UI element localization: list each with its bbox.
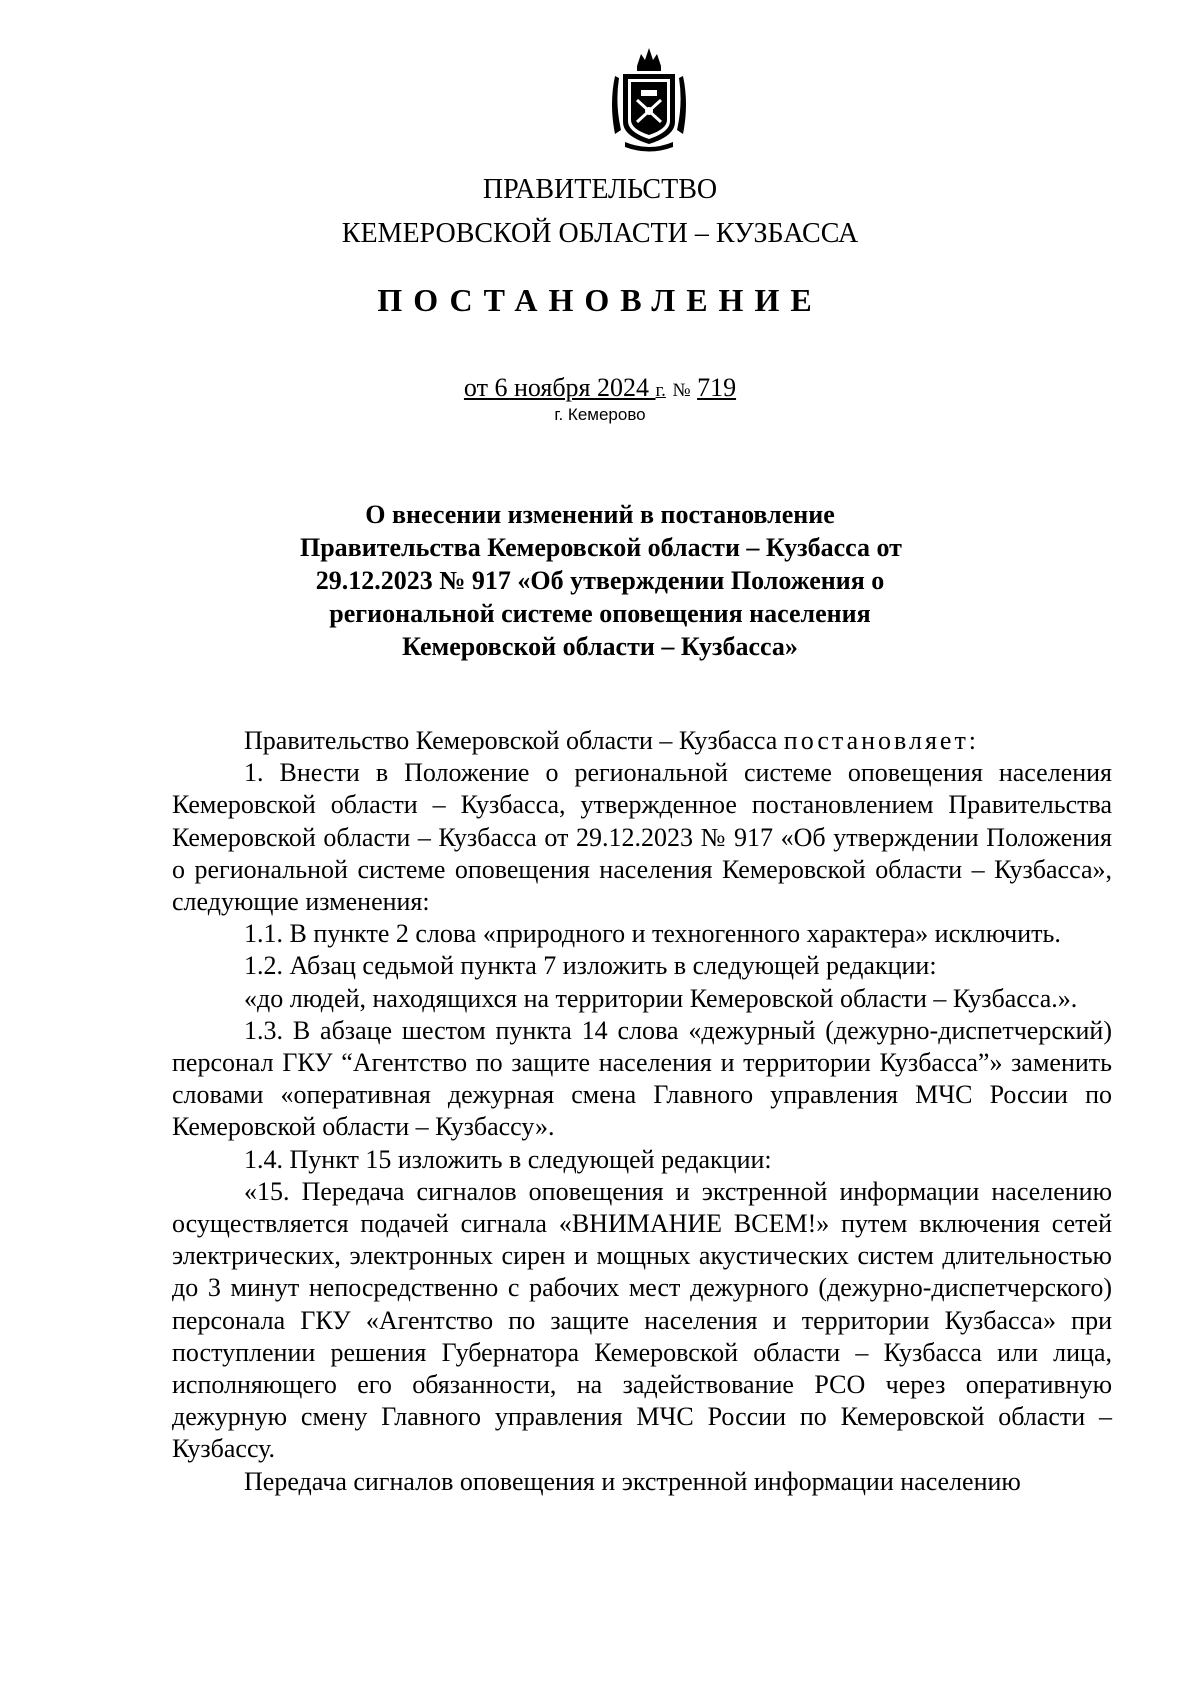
date-value: 6 ноября 2024 xyxy=(494,373,650,402)
title-line: О внесении изменений в постановление xyxy=(365,500,835,529)
number-sign: № xyxy=(672,380,691,401)
intro-text: Правительство Кемеровской области – Кузбасса xyxy=(244,726,778,755)
organization-name-line2: КЕМЕРОВСКОЙ ОБЛАСТИ – КУЗБАССА xyxy=(341,218,859,249)
title-line: Кемеровской области – Кузбасса» xyxy=(402,632,798,661)
body-paragraph: 1.2. Абзац седьмой пункта 7 изложить в следующей редакции: xyxy=(244,951,937,981)
body-paragraph: Передача сигналов оповещения и экстренной информации населению xyxy=(244,1466,1021,1496)
document-number: 719 xyxy=(697,373,737,402)
body-paragraph: 1.3. В абзаце шестом пункта 14 слова «дежурный (дежурно-диспетчерский) персонал ГКУ “Агентство по защите населения и территории Кузбасса”» заменить словами «оперативная дежурная смена Главного управления МЧС России по Кемеровской области – Кузбассу». xyxy=(172,1015,1112,1142)
date-number-line xyxy=(0,372,1200,407)
city: г. Кемерово xyxy=(554,405,646,424)
coat-of-arms-icon xyxy=(611,44,687,152)
body-paragraph: «до людей, находящихся на территории Кемеровской области – Кузбасса.». xyxy=(244,983,1078,1013)
document-body xyxy=(172,725,1112,1498)
document-type: ПОСТАНОВЛЕНИЕ xyxy=(377,282,823,318)
intro-paragraph xyxy=(172,725,1112,757)
year-suffix: г. xyxy=(655,380,666,401)
title-line: региональной системе оповещения населения xyxy=(329,599,871,628)
intro-verb: постановляет: xyxy=(783,726,980,755)
title-line: Правительства Кемеровской области – Кузбасса от xyxy=(300,533,902,562)
body-paragraph: «15. Передача сигналов оповещения и экстренной информации населению осуществляется подачей сигнала «ВНИМАНИЕ ВСЕМ!» путем включения сетей электрических, электронных сирен и мощных акустических систем длительностью до 3 минут непосредственно с рабочих мест дежурного (дежурно-диспетчерского) персонала ГКУ «Агентство по защите населения и территории Кузбасса» при поступлении решения Губернатора Кемеровской области – Кузбасса или лица, исполняющего его обязанности, на задействование РСО через оперативную дежурную смену Главного управления МЧС России по Кемеровской области – Кузбассу. xyxy=(172,1176,1112,1464)
body-paragraph: 1.4. Пункт 15 изложить в следующей редакции: xyxy=(244,1144,772,1174)
body-paragraph: 1.1. В пункте 2 слова «природного и техногенного характера» исключить. xyxy=(244,919,1061,949)
body-paragraph: 1. Внести в Положение о региональной системе оповещения населения Кемеровской области – Кузбасса, утвержденное постановлением Правительства Кемеровской области – Кузбасса от 29.12.2023 № 917 «Об утверждении Положения о региональной системе оповещения населения Кемеровской области – Кузбасса», следующие изменения: xyxy=(172,758,1112,917)
title-line: 29.12.2023 № 917 «Об утверждении Положения о xyxy=(315,566,885,595)
organization-name-line1: ПРАВИТЕЛЬСТВО xyxy=(482,174,718,205)
date-prefix: от xyxy=(463,373,488,402)
document-title xyxy=(300,498,900,663)
